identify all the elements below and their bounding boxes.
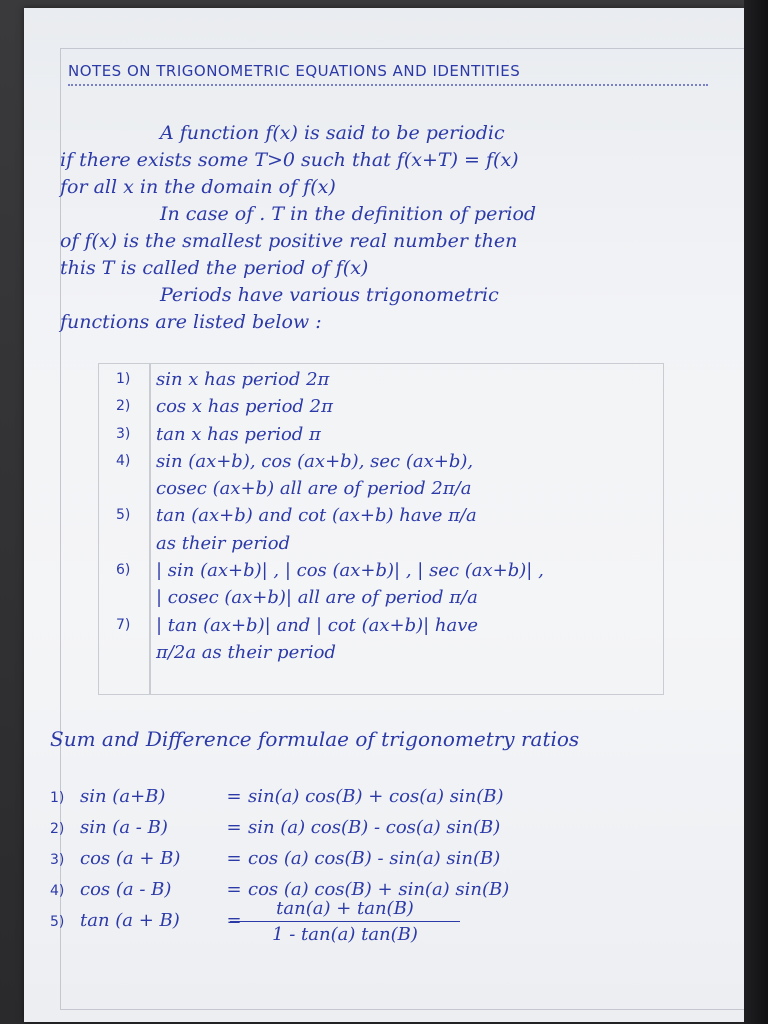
list-number: 4) xyxy=(116,452,131,469)
list-text: sin x has period 2π xyxy=(156,369,330,390)
list-text: cosec (ax+b) all are of period 2π/a xyxy=(156,478,472,500)
formula-lhs: cos (a + B) xyxy=(80,848,181,869)
fraction-numerator: tan(a) + tan(B) xyxy=(230,898,460,922)
intro-line: In case of . T in the definition of period xyxy=(160,203,537,225)
list-number: 3) xyxy=(116,425,131,442)
list-number: 7) xyxy=(116,616,131,633)
period-list xyxy=(116,366,646,666)
equals-sign: = xyxy=(226,786,242,807)
formula-row xyxy=(50,813,690,844)
list-text: cos x has period 2π xyxy=(156,396,333,418)
list-item xyxy=(116,448,646,475)
list-number xyxy=(116,584,156,611)
formula-rhs: cos (a) cos(B) - sin(a) sin(B) xyxy=(248,848,501,869)
list-number: 2) xyxy=(116,398,131,415)
formula-number: 1) xyxy=(50,790,65,806)
section-heading: Sum and Difference formulae of trigonometry ratios xyxy=(50,727,580,751)
list-text: sin (ax+b), cos (ax+b), sec (ax+b), xyxy=(156,450,474,472)
list-text: as their period xyxy=(156,532,291,554)
list-item xyxy=(116,530,646,557)
list-text: | sin (ax+b)| , | cos (ax+b)| , | sec (ax+b)| , xyxy=(156,560,544,582)
list-text: tan x has period π xyxy=(156,423,321,445)
intro-line: functions are listed below : xyxy=(60,311,322,333)
formula-number: 3) xyxy=(50,852,65,868)
formula-number: 2) xyxy=(50,821,65,837)
list-number: 5) xyxy=(116,507,131,524)
equals-sign: = xyxy=(226,848,242,869)
list-item xyxy=(116,393,646,420)
list-item xyxy=(116,502,646,529)
equals-sign: = xyxy=(226,817,242,838)
list-text: tan (ax+b) and cot (ax+b) have π/a xyxy=(156,505,477,527)
intro-line: if there exists some T>0 such that f(x+T) = f(x) xyxy=(60,149,519,171)
page-title xyxy=(68,62,748,86)
list-number xyxy=(116,475,156,502)
list-number: 1) xyxy=(116,371,131,387)
tan-fraction xyxy=(230,898,460,945)
intro-paragraph xyxy=(60,120,720,336)
formula-lhs: tan (a + B) xyxy=(80,910,180,931)
intro-line: A function f(x) is said to be periodic xyxy=(160,122,505,144)
list-number xyxy=(116,530,156,557)
formula-number: 4) xyxy=(50,883,65,899)
list-text: | tan (ax+b)| and | cot (ax+b)| have xyxy=(156,614,479,636)
formula-rhs: cos (a) cos(B) + sin(a) sin(B) xyxy=(248,879,510,900)
list-item xyxy=(116,557,646,584)
page-title-text: NOTES ON TRIGONOMETRIC EQUATIONS AND IDENTITIES xyxy=(68,62,521,80)
equals-sign: = xyxy=(226,879,242,900)
list-text: | cosec (ax+b)| all are of period π/a xyxy=(156,587,478,609)
formula-lhs: sin (a+B) xyxy=(80,786,166,807)
list-item xyxy=(116,612,646,639)
intro-line: this T is called the period of f(x) xyxy=(60,257,369,279)
formula-lhs: sin (a - B) xyxy=(80,817,168,838)
list-item xyxy=(116,584,646,611)
intro-line: of f(x) is the smallest positive real number then xyxy=(60,230,518,252)
formula-lhs: cos (a - B) xyxy=(80,879,172,900)
formula-rhs: sin(a) cos(B) + cos(a) sin(B) xyxy=(248,786,504,807)
list-number: 6) xyxy=(116,562,131,579)
intro-line: Periods have various trigonometric xyxy=(160,284,499,306)
intro-line: for all x in the domain of f(x) xyxy=(60,176,336,198)
formula-number: 5) xyxy=(50,914,65,930)
title-underline xyxy=(68,78,708,86)
formula-rhs: sin (a) cos(B) - cos(a) sin(B) xyxy=(248,817,501,838)
list-item xyxy=(116,421,646,448)
page-shadow-edge xyxy=(744,0,768,1024)
list-item xyxy=(116,366,646,393)
fraction-denominator: 1 - tan(a) tan(B) xyxy=(272,924,418,945)
list-item xyxy=(116,639,646,666)
formula-row xyxy=(50,782,690,813)
list-number xyxy=(116,639,156,666)
list-text: π/2a as their period xyxy=(156,641,336,663)
equals-sign: = xyxy=(226,910,242,931)
formula-row xyxy=(50,844,690,875)
list-item xyxy=(116,475,646,502)
